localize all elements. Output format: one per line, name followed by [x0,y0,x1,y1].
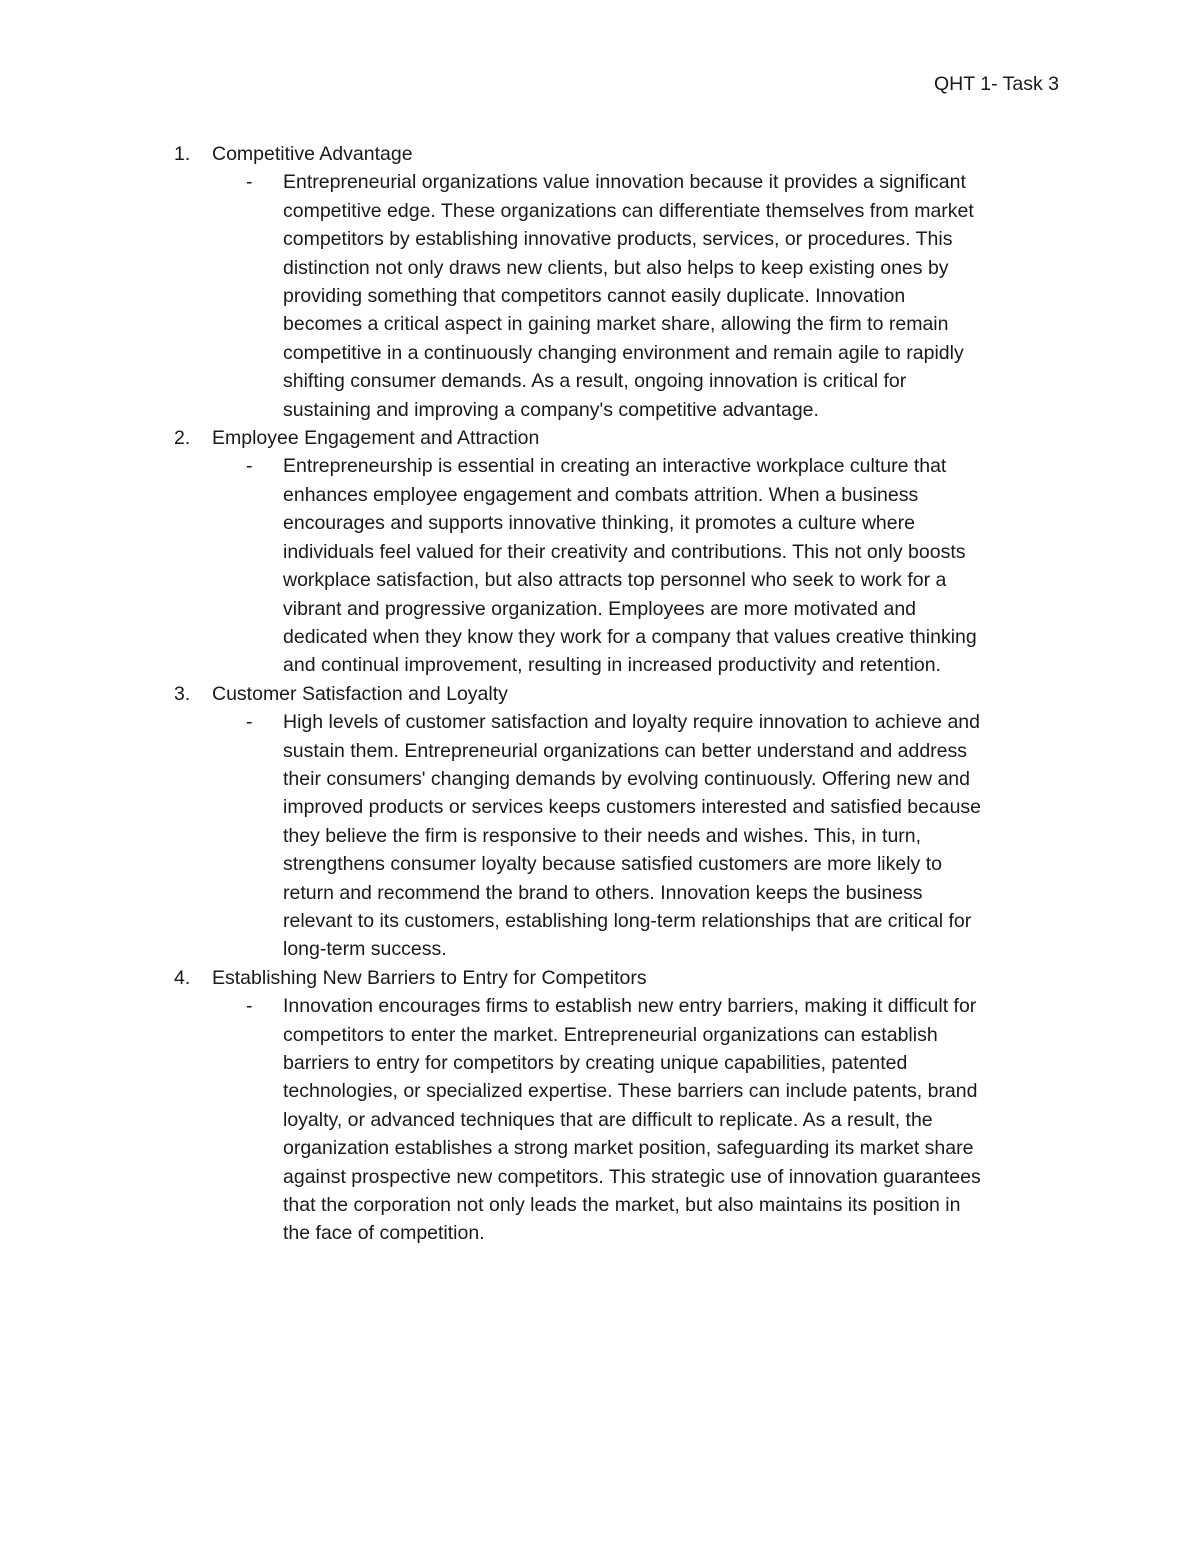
section-employee-engagement [0,424,1200,680]
paragraph-line: competitors by establishing innovative products, services, or procedures. This [283,228,953,251]
list-number: 1. [174,143,191,165]
bullet-dash: - [246,455,253,478]
paragraph-line: long-term success. [283,938,447,961]
paragraph-line: against prospective new competitors. This strategic use of innovation guarantees [283,1165,981,1188]
paragraph-line: enhances employee engagement and combats attrition. When a business [283,483,919,506]
bullet-dash: - [246,995,253,1018]
bullet-dash: - [246,171,253,194]
paragraph-line: Entrepreneurship is essential in creating an interactive workplace culture that [283,455,947,478]
paragraph-line: return and recommend the brand to others. Innovation keeps the business [283,881,923,904]
paragraph-line: organization establishes a strong market position, safeguarding its market share [283,1137,974,1160]
paragraph-line: loyalty, or advanced techniques that are difficult to replicate. As a result, the [283,1108,933,1131]
section-title: Customer Satisfaction and Loyalty [212,682,508,705]
section-title: Employee Engagement and Attraction [212,427,540,450]
section-competitive-advantage [0,140,1200,424]
paragraph-line: strengthens consumer loyalty because satisfied customers are more likely to [283,853,942,876]
list-number: 2. [174,427,191,450]
paragraph-line: competitive in a continuously changing environment and remain agile to rapidly [283,341,964,364]
paragraph-line: workplace satisfaction, but also attracts top personnel who seek to work for a [283,569,947,592]
paragraph-line: the face of competition. [283,1222,485,1245]
page-header: QHT 1- Task 3 [934,73,1059,95]
section-customer-satisfaction [0,680,1200,964]
paragraph-line: their consumers' changing demands by evolving continuously. Offering new and [283,767,970,790]
paragraph-line: and continual improvement, resulting in increased productivity and retention. [283,654,941,677]
bullet-dash: - [246,711,253,734]
section-title: Competitive Advantage [212,143,413,165]
section-heading [0,424,1200,452]
paragraph-line: providing something that competitors cannot easily duplicate. Innovation [283,285,906,308]
list-number: 4. [174,966,191,989]
paragraph-line: High levels of customer satisfaction and loyalty require innovation to achieve and [283,711,980,734]
paragraph-line: improved products or services keeps customers interested and satisfied because [283,796,982,819]
paragraph-line: vibrant and progressive organization. Employees are more motivated and [283,597,917,620]
document-body [0,140,1200,1248]
paragraph-line: barriers to entry for competitors by creating unique capabilities, patented [283,1052,908,1074]
section-paragraph [0,708,1073,964]
paragraph-line: sustaining and improving a company's competitive advantage. [283,398,819,421]
section-paragraph [0,168,1073,424]
paragraph-line: shifting consumer demands. As a result, ongoing innovation is critical for [283,370,907,393]
section-heading [0,964,1200,992]
paragraph-line: Entrepreneurial organizations value innovation because it provides a significant [283,171,966,194]
paragraph-line: becomes a critical aspect in gaining market share, allowing the firm to remain [283,313,949,336]
paragraph-line: individuals feel valued for their creativity and contributions. This not only boosts [283,540,966,563]
section-heading [0,680,1200,708]
paragraph-line: Innovation encourages firms to establish new entry barriers, making it difficult for [283,995,977,1018]
paragraph-line: technologies, or specialized expertise. These barriers can include patents, brand [283,1080,978,1103]
section-barriers-to-entry [0,964,1200,1248]
paragraph-line: they believe the firm is responsive to their needs and wishes. This, in turn, [283,824,922,847]
paragraph-line: competitive edge. These organizations can differentiate themselves from market [283,199,974,222]
section-paragraph [0,992,1073,1248]
list-number: 3. [174,682,191,705]
paragraph-line: competitors to enter the market. Entrepreneurial organizations can establish [283,1023,938,1046]
section-title: Establishing New Barriers to Entry for Competitors [212,966,647,989]
paragraph-line: that the corporation not only leads the market, but also maintains its position in [283,1194,961,1217]
section-paragraph [0,452,1073,679]
paragraph-line: relevant to its customers, establishing long-term relationships that are critical for [283,909,972,932]
paragraph-line: sustain them. Entrepreneurial organizations can better understand and address [283,739,968,762]
paragraph-line: distinction not only draws new clients, but also helps to keep existing ones by [283,256,949,279]
paragraph-line: encourages and supports innovative thinking, it promotes a culture where [283,512,915,535]
section-heading [0,140,1200,168]
paragraph-line: dedicated when they know they work for a company that values creative thinking [283,625,977,648]
